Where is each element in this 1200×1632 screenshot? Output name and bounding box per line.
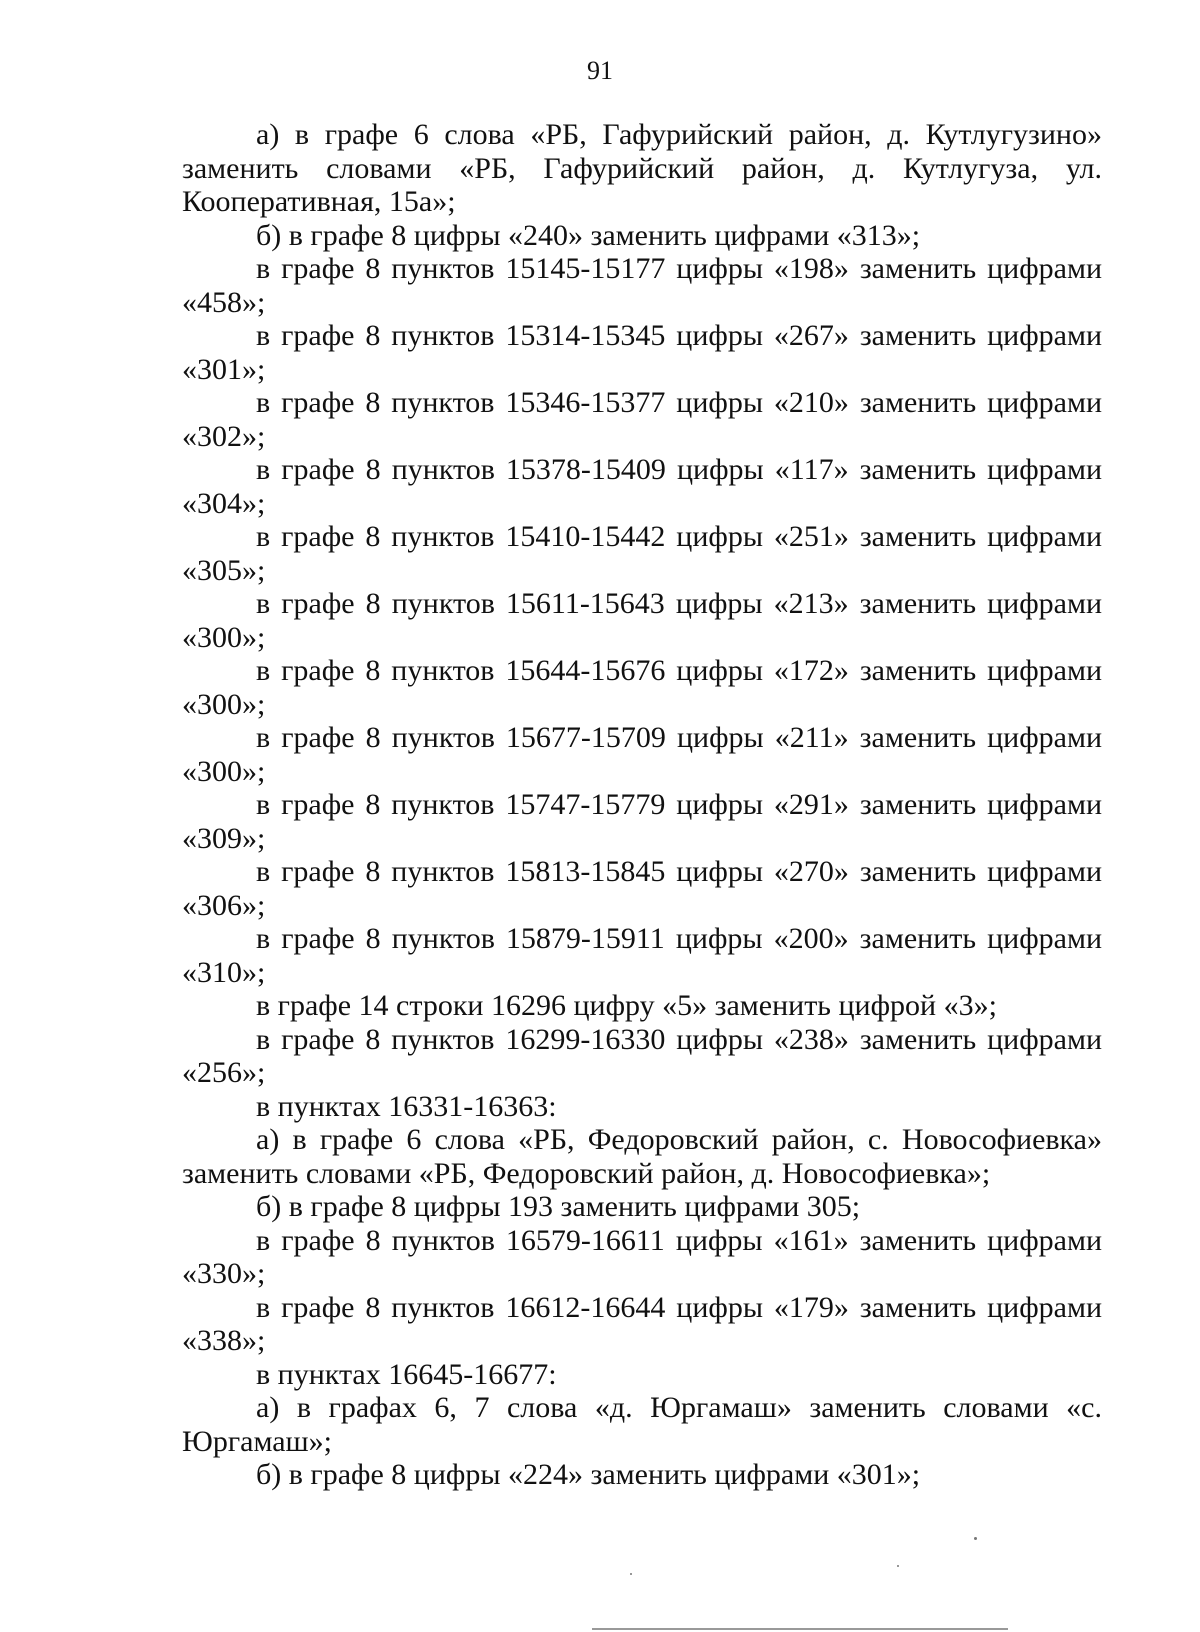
paragraph: в графе 14 строки 16296 цифру «5» заменить цифрой «3»; bbox=[256, 989, 997, 1022]
paragraph: в пунктах 16645-16677: bbox=[256, 1357, 557, 1391]
paragraph: б) в графе 8 цифры 193 заменить цифрами 305; bbox=[256, 1190, 861, 1223]
paragraph: б) в графе 8 цифры «240» заменить цифрами «313»; bbox=[256, 218, 921, 252]
paragraph: в графе 8 пунктов 15747-15779 цифры «291» заменить цифрами «309»; bbox=[182, 788, 1102, 855]
scan-speck bbox=[897, 1565, 899, 1567]
scan-edge-line bbox=[592, 1628, 1008, 1630]
page-number: 91 bbox=[587, 56, 613, 85]
paragraph: в графе 8 пунктов 15677-15709 цифры «211» заменить цифрами «300»; bbox=[182, 721, 1102, 788]
paragraph: в графе 8 пунктов 16299-16330 цифры «238» заменить цифрами «256»; bbox=[182, 1022, 1102, 1089]
paragraph: б) в графе 8 цифры «224» заменить цифрами «301»; bbox=[256, 1458, 921, 1491]
paragraph: в графе 8 пунктов 15813-15845 цифры «270» заменить цифрами «306»; bbox=[182, 855, 1102, 922]
paragraph: в графе 8 пунктов 15611-15643 цифры «213» заменить цифрами «300»; bbox=[182, 587, 1102, 654]
paragraph: в графе 8 пунктов 15879-15911 цифры «200» заменить цифрами «310»; bbox=[182, 922, 1102, 989]
paragraph: в пунктах 16331-16363: bbox=[256, 1089, 557, 1123]
scan-speck bbox=[630, 1573, 632, 1575]
paragraph: в графе 8 пунктов 16579-16611 цифры «161» заменить цифрами «330»; bbox=[182, 1223, 1102, 1290]
paragraph: в графе 8 пунктов 15378-15409 цифры «117» заменить цифрами «304»; bbox=[182, 453, 1102, 520]
paragraph: а) в графе 6 слова «РБ, Гафурийский район, д. Кутлугузино» заменить словами «РБ, Гафурийский район, д. Кутлугуза, ул. Кооперативная, 15а»; bbox=[182, 118, 1102, 218]
paragraph: в графе 8 пунктов 15346-15377 цифры «210» заменить цифрами «302»; bbox=[182, 386, 1102, 453]
scan-speck bbox=[974, 1537, 977, 1540]
paragraph: а) в графе 6 слова «РБ, Федоровский район, с. Новософиевка» заменить словами «РБ, Федоровский район, д. Новософиевка»; bbox=[182, 1123, 1102, 1190]
paragraph: в графе 8 пунктов 15314-15345 цифры «267» заменить цифрами «301»; bbox=[182, 319, 1102, 386]
paragraph: а) в графах 6, 7 слова «д. Юргамаш» заменить словами «с. Юргамаш»; bbox=[182, 1391, 1102, 1458]
paragraph: в графе 8 пунктов 15644-15676 цифры «172» заменить цифрами «300»; bbox=[182, 654, 1102, 721]
document-body bbox=[182, 118, 1102, 1492]
paragraph: в графе 8 пунктов 15410-15442 цифры «251» заменить цифрами «305»; bbox=[182, 520, 1102, 587]
paragraph: в графе 8 пунктов 16612-16644 цифры «179» заменить цифрами «338»; bbox=[182, 1290, 1102, 1357]
paragraph: в графе 8 пунктов 15145-15177 цифры «198» заменить цифрами «458»; bbox=[182, 252, 1102, 319]
